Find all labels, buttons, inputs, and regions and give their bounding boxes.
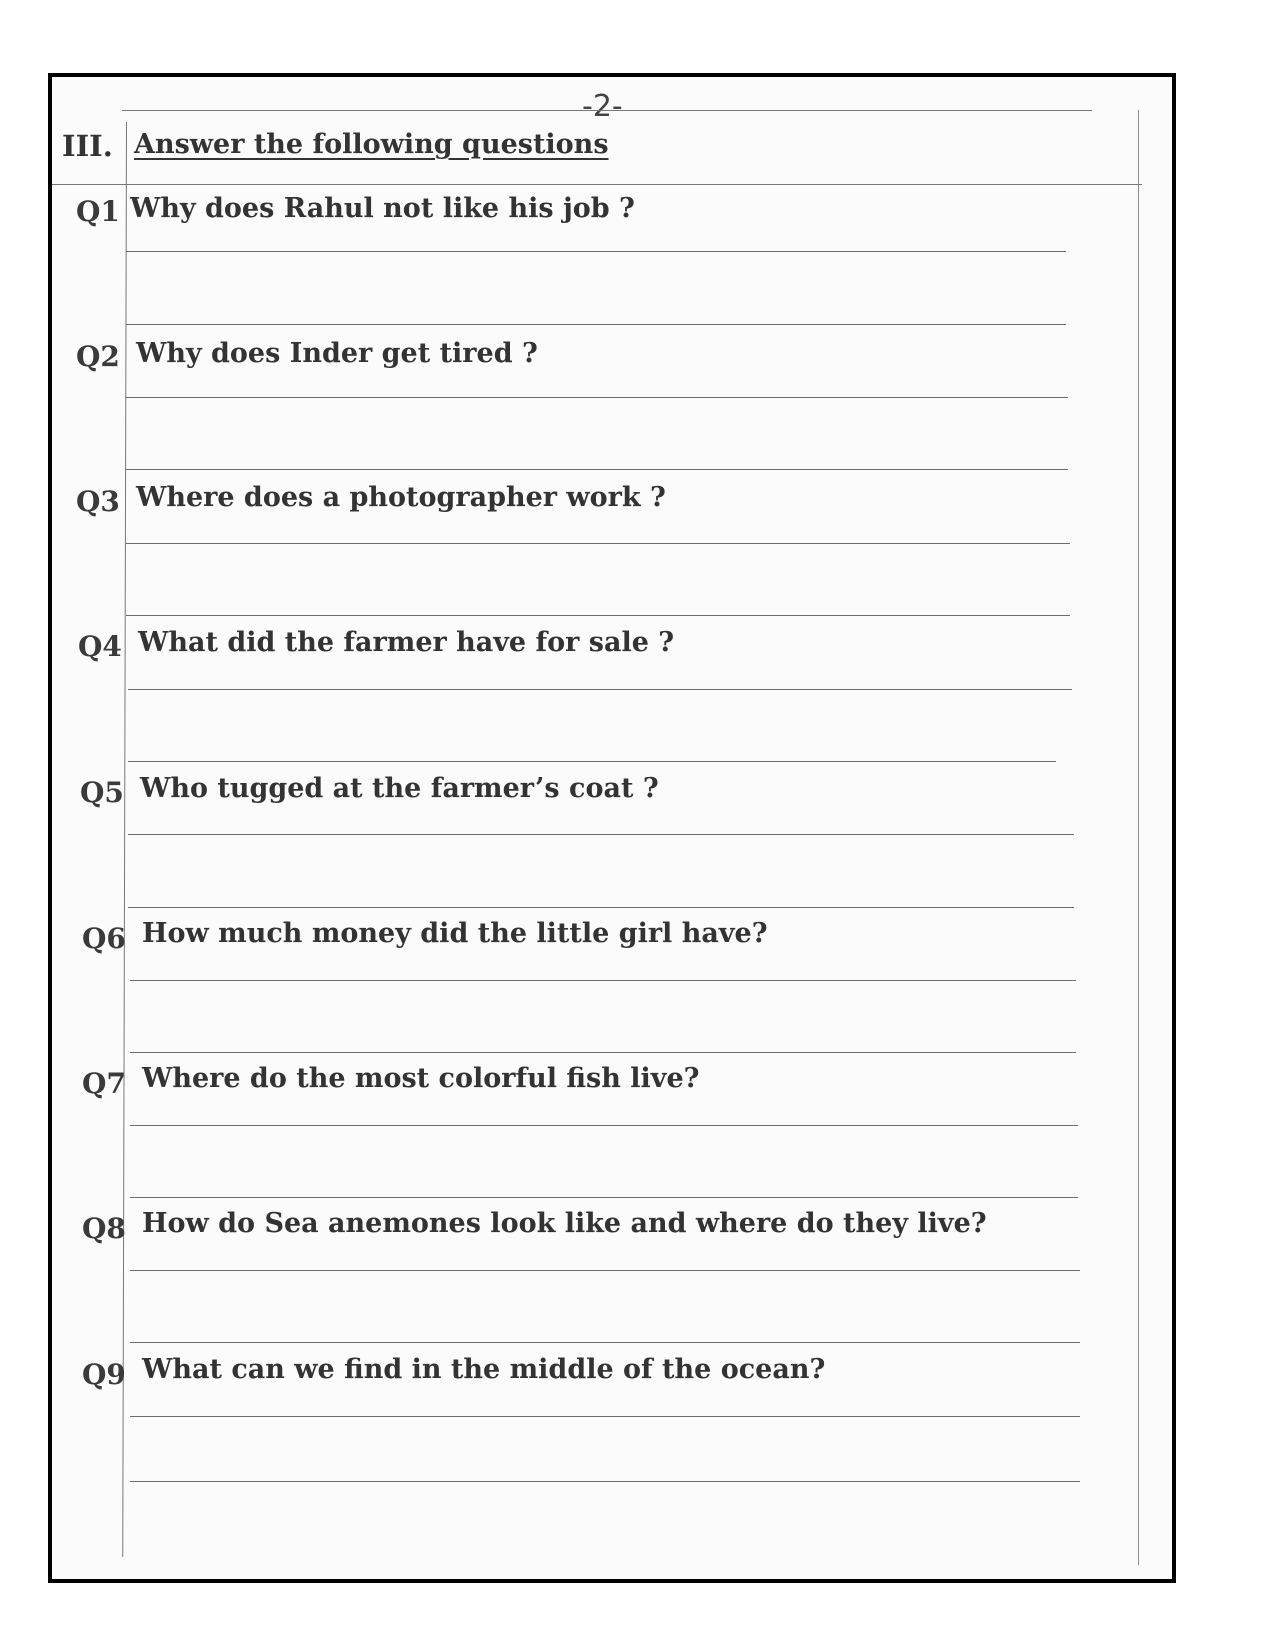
answer-line[interactable]: [130, 1052, 1076, 1053]
question-text: Who tugged at the farmer’s coat ?: [140, 773, 659, 804]
question-text: Why does Rahul not like his job ?: [130, 193, 635, 224]
header-rule: [122, 110, 1092, 111]
question-label: Q1: [76, 195, 120, 228]
right-margin-line: [1138, 110, 1139, 1565]
answer-line[interactable]: [126, 543, 1070, 544]
answer-line[interactable]: [130, 1416, 1080, 1417]
question-text: Where do the most colorful fish live?: [142, 1063, 700, 1094]
answer-line[interactable]: [130, 1481, 1080, 1482]
answer-line[interactable]: [128, 907, 1074, 908]
answer-line[interactable]: [130, 1197, 1078, 1198]
question-label: Q7: [82, 1067, 126, 1100]
section-title: Answer the following questions: [134, 129, 609, 160]
question-text: Where does a photographer work ?: [136, 482, 666, 513]
answer-line[interactable]: [128, 834, 1074, 835]
header-divider: [52, 184, 1142, 185]
question-label: Q4: [78, 630, 122, 663]
question-text: How much money did the little girl have?: [142, 918, 768, 949]
answer-line[interactable]: [126, 615, 1070, 616]
question-label: Q9: [82, 1358, 126, 1391]
answer-line[interactable]: [130, 980, 1076, 981]
question-label: Q8: [82, 1212, 126, 1245]
question-label: Q6: [82, 922, 126, 955]
answer-line[interactable]: [126, 251, 1066, 252]
question-text: What can we find in the middle of the ocean?: [142, 1354, 826, 1385]
question-label: Q5: [80, 776, 124, 809]
question-label: Q2: [76, 340, 120, 373]
answer-line[interactable]: [130, 1270, 1080, 1271]
answer-line[interactable]: [126, 324, 1066, 325]
question-label: Q3: [76, 485, 120, 518]
answer-line[interactable]: [130, 1342, 1080, 1343]
answer-line[interactable]: [128, 689, 1072, 690]
answer-line[interactable]: [130, 1125, 1078, 1126]
worksheet-page: [48, 73, 1176, 1583]
answer-line[interactable]: [126, 469, 1068, 470]
question-text: Why does Inder get tired ?: [136, 338, 538, 369]
question-text: What did the farmer have for sale ?: [138, 627, 675, 658]
page-number: -2-: [582, 89, 623, 124]
answer-line[interactable]: [128, 761, 1056, 762]
answer-line[interactable]: [126, 397, 1068, 398]
label-column-divider: [122, 122, 127, 1557]
section-number: III.: [62, 129, 113, 163]
question-text: How do Sea anemones look like and where do they live?: [142, 1208, 987, 1239]
